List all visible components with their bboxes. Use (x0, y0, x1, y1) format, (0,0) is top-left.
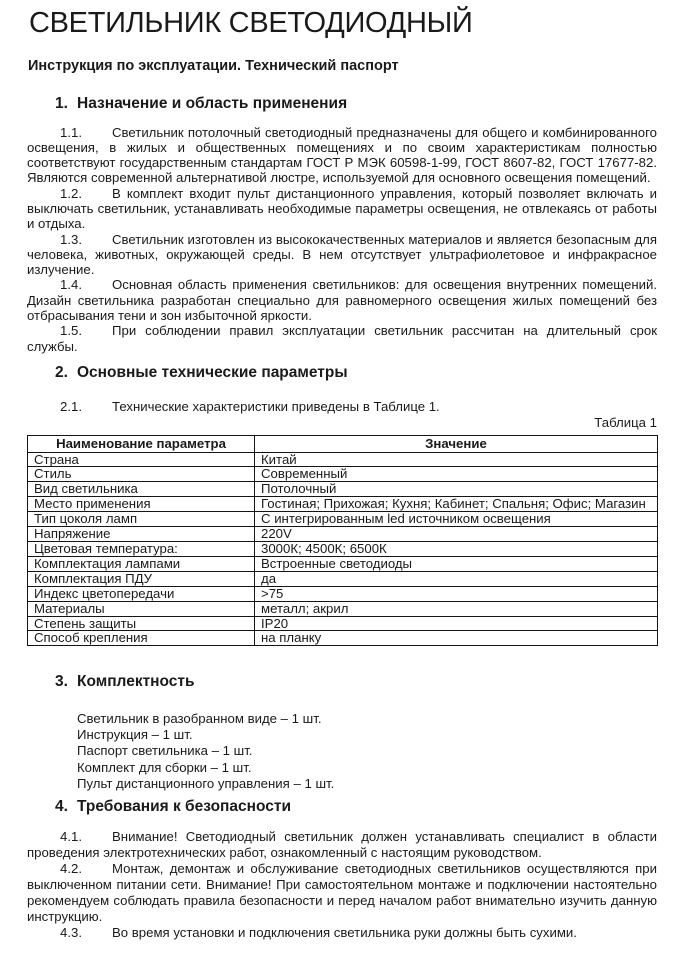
spec-value-cell: металл; акрил (255, 601, 658, 616)
table-row (28, 497, 658, 512)
section-4-title: Требования к безопасности (77, 797, 292, 815)
table-row (28, 482, 658, 497)
spec-name-cell: Степень защиты (28, 616, 255, 631)
paragraph-number: 4.2. (60, 861, 82, 877)
spec-name-cell: Тип цоколя ламп (28, 512, 255, 527)
kit-item: Комплект для сборки – 1 шт. (77, 759, 252, 775)
paragraph-text: Светильник потолочный светодиодный предназначены для общего и комбинированного освещения, в жилых и общественных помещениях и по своим характеристикам полностью соответствуют государственным стандартам ГОСТ Р МЭК 60598-1-99, ГОСТ 8607-82, ГОСТ 17677-82. Являются современной альтернативой люстре, используемой для основного освещения помещений. (27, 124, 657, 186)
paragraph-text: Светильник изготовлен из высококачественных материалов и является безопасным для человека, животных, окружающей среды. В нем отсутствует ультрафиолетовое и инфракрасное излучение. (27, 231, 657, 278)
paragraph-number: 2.1. (60, 399, 82, 415)
section-3-number: 3. (55, 673, 68, 691)
paragraph-1-1 (27, 125, 657, 186)
paragraph-1-5 (27, 323, 657, 354)
table-row (28, 467, 658, 482)
spec-value-cell: Потолочный (255, 482, 658, 497)
paragraph-number: 4.1. (60, 829, 82, 845)
paragraph-text: Основная область применения светильников: для освещения внутренних помещений. Дизайн светильника разработан специально для равномерного освещения жилых помещений без отбрасывания тени и зон избыточной яркости. (27, 277, 657, 324)
header-value: Значение (255, 435, 658, 452)
spec-value-cell: Современный (255, 467, 658, 482)
table-header-row (28, 435, 658, 452)
section-2-title: Основные технические параметры (77, 363, 348, 381)
spec-value-cell: Китай (255, 452, 658, 467)
paragraph-text: Монтаж, демонтаж и обслуживание светодиодных светильников осуществляются при выключенном питании сети. Внимание! При самостоятельном монтаже и подключении настоятельно рекомендуем соблюдать правила безопасности и перед началом работ внимательно изучить данную инструкцию. (27, 861, 657, 924)
spec-value-cell: 220V (255, 527, 658, 542)
paragraph-text: Внимание! Светодиодный светильник должен устанавливать специалист в области проведения электротехнических работ, ознакомленный с настоящим руководством. (27, 829, 657, 861)
section-4-number: 4. (55, 797, 68, 815)
header-parameter: Наименование параметра (28, 435, 255, 452)
kit-item: Светильник в разобранном виде – 1 шт. (77, 710, 322, 726)
paragraph-1-2 (27, 186, 657, 232)
spec-value-cell: Гостиная; Прихожая; Кухня; Кабинет; Спальня; Офис; Магазин (255, 497, 658, 512)
spec-value-cell: >75 (255, 586, 658, 601)
document-title: СВЕТИЛЬНИК СВЕТОДИОДНЫЙ (29, 7, 473, 39)
paragraph-2-1 (27, 399, 657, 414)
spec-name-cell: Комплектация ПДУ (28, 571, 255, 586)
paragraph-number: 1.3. (60, 231, 82, 247)
kit-list (27, 711, 657, 792)
table-row (28, 571, 658, 586)
paragraph-1-4 (27, 277, 657, 323)
paragraph-number: 1.2. (60, 185, 82, 201)
spec-value-cell: Встроенные светодиоды (255, 556, 658, 571)
spec-name-cell: Напряжение (28, 527, 255, 542)
spec-value-cell: на планку (255, 631, 658, 646)
paragraph-number: 1.1. (60, 124, 82, 140)
spec-name-cell: Материалы (28, 601, 255, 616)
paragraph-text: При соблюдении правил эксплуатации светильник рассчитан на длительный срок службы. (27, 323, 657, 354)
spec-name-cell: Стиль (28, 467, 255, 482)
spec-name-cell: Место применения (28, 497, 255, 512)
section-3-title: Комплектность (77, 673, 195, 691)
table-row (28, 452, 658, 467)
section-2-number: 2. (55, 363, 68, 381)
section-1-heading (27, 95, 657, 112)
table-caption: Таблица 1 (594, 414, 657, 430)
document-subtitle: Инструкция по эксплуатации. Технический паспорт (28, 58, 399, 74)
section-1-title: Назначение и область применения (77, 95, 348, 112)
paragraph-4-2 (27, 861, 657, 925)
spec-value-cell: 3000К; 4500К; 6500К (255, 541, 658, 556)
section-2-heading (27, 364, 657, 381)
section-4-heading (27, 798, 657, 815)
spec-name-cell: Цветовая температура: (28, 541, 255, 556)
paragraph-1-3 (27, 232, 657, 278)
paragraph-text: Технические характеристики приведены в Таблице 1. (112, 399, 440, 415)
table-row (28, 586, 658, 601)
paragraph-4-1 (27, 829, 657, 861)
spec-name-cell: Способ крепления (28, 631, 255, 646)
table-row (28, 541, 658, 556)
spec-name-cell: Комплектация лампами (28, 556, 255, 571)
spec-name-cell: Страна (28, 452, 255, 467)
paragraph-number: 4.3. (60, 924, 82, 940)
table-row (28, 616, 658, 631)
spec-value-cell: С интегрированным led источником освещения (255, 512, 658, 527)
paragraph-number: 1.4. (60, 277, 82, 293)
paragraph-number: 1.5. (60, 323, 82, 339)
spec-name-cell: Вид светильника (28, 482, 255, 497)
table-row (28, 527, 658, 542)
table-row (28, 631, 658, 646)
table-row (28, 556, 658, 571)
table-row (28, 601, 658, 616)
kit-item: Паспорт светильника – 1 шт. (77, 743, 253, 759)
paragraph-4-3 (27, 925, 657, 941)
spec-value-cell: да (255, 571, 658, 586)
section-3-heading (27, 673, 657, 690)
table-row (28, 512, 658, 527)
kit-item: Пульт дистанционного управления – 1 шт. (77, 776, 335, 792)
kit-item: Инструкция – 1 шт. (77, 727, 193, 743)
specs-table (27, 435, 658, 647)
section-1-number: 1. (55, 95, 68, 112)
paragraph-text: В комплект входит пульт дистанционного управления, который позволяет включать и выключать светильник, устанавливать необходимые параметры освещения, не отвлекаясь от работы и отдыха. (27, 185, 657, 232)
spec-value-cell: IP20 (255, 616, 658, 631)
paragraph-text: Во время установки и подключения светильника руки должны быть сухими. (112, 924, 577, 940)
spec-name-cell: Индекс цветопередачи (28, 586, 255, 601)
